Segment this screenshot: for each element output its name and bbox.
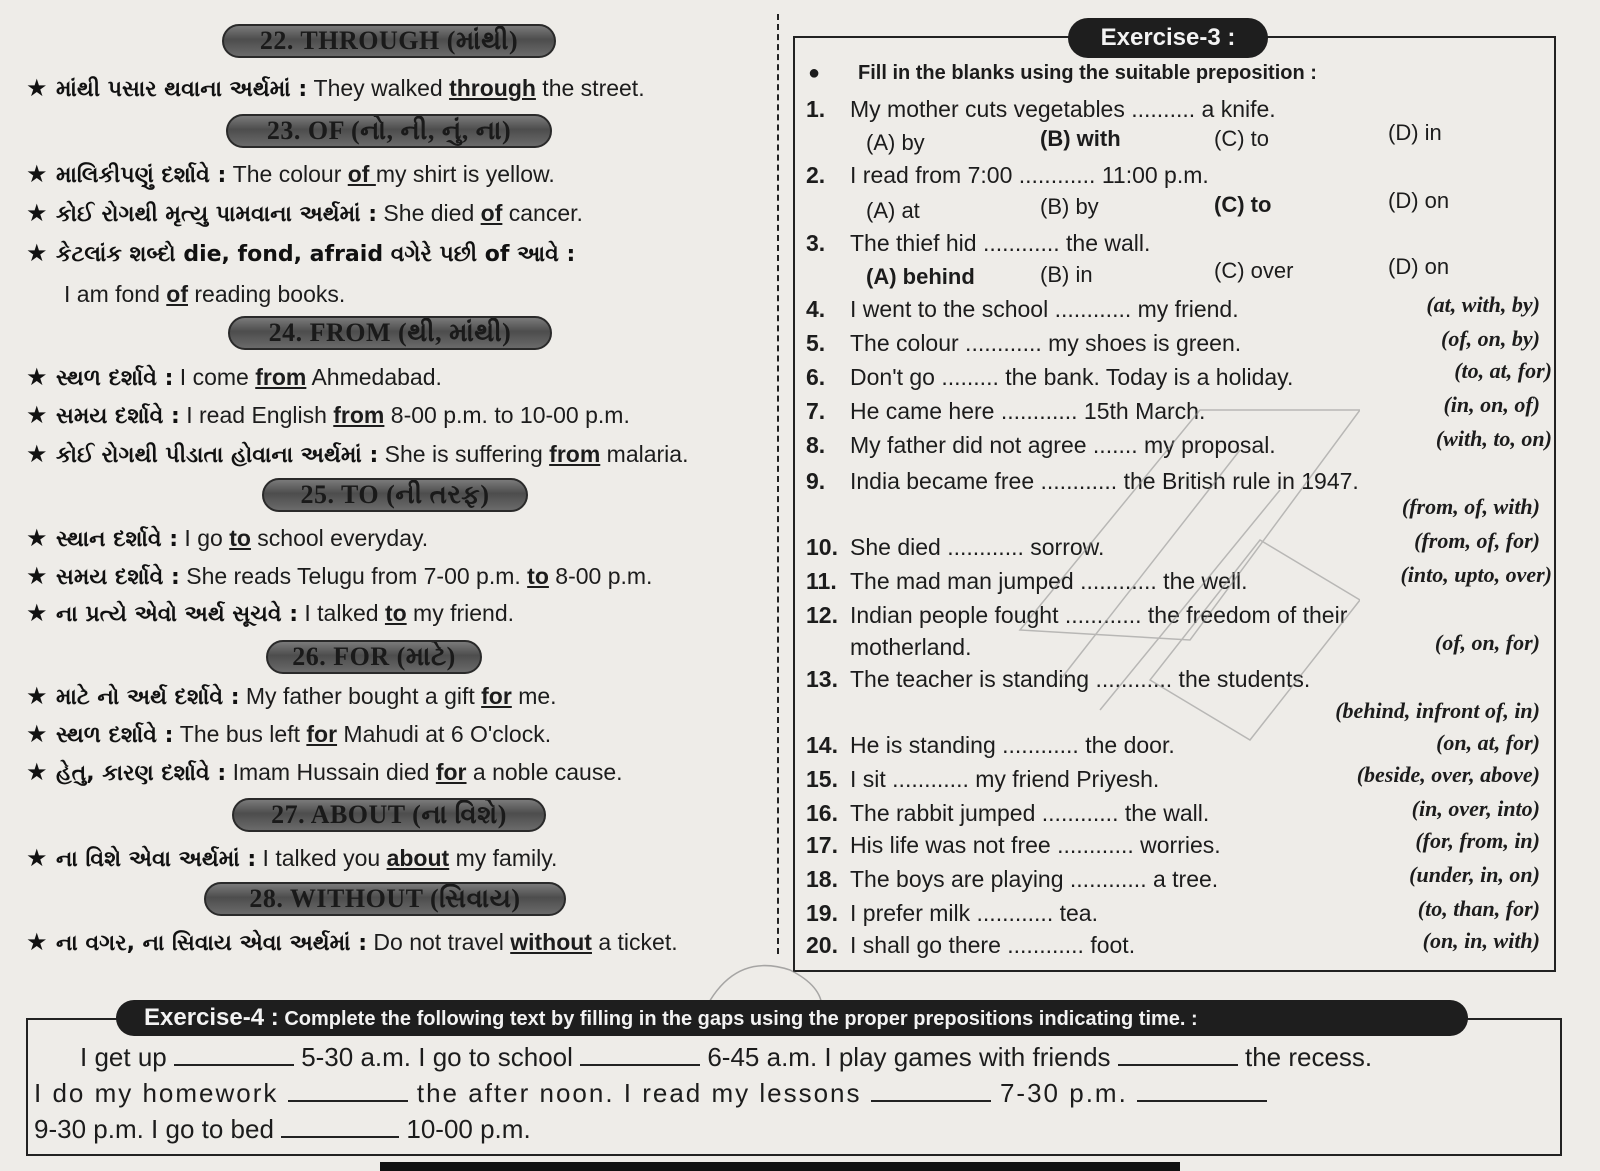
blank-1[interactable] [174,1040,294,1066]
note-row: ★ ના વિશે એવા અર્થમાં : I talked you about my family. [26,842,557,874]
blank-3[interactable] [1118,1040,1238,1066]
question-2: 2. I read from 7:00 ............ 11:00 p.m. [806,162,1209,188]
question-16-hint: (in, over, into) [1411,796,1540,821]
question-4-hint: (at, with, by) [1426,292,1540,317]
q1-option-b[interactable]: (B) with [1040,126,1121,151]
q3-option-b[interactable]: (B) in [1040,262,1093,287]
question-17: 17. His life was not free ............ worries. [806,832,1221,858]
heading-for: 26. FOR (માટે) [266,640,482,674]
preposition-notes [0,0,780,990]
q1-option-c[interactable]: (C) to [1214,126,1269,151]
question-18: 18. The boys are playing ............ a tree. [806,866,1219,892]
note-row: ★ માંથી પસાર થવાના અર્થમાં : They walked through the street. [26,72,645,104]
star-icon: ★ [26,441,48,468]
question-5-hint: (of, on, by) [1441,326,1540,351]
blank-6[interactable] [1137,1076,1267,1102]
star-icon: ★ [26,845,48,872]
question-12-hint: (of, on, for) [1434,630,1540,655]
page-bottom-edge [380,1162,1180,1171]
note-row: ★ ના પ્રત્યે એવો અર્થ સૂચવે : I talked to my friend. [26,597,514,629]
question-12: 12. Indian people fought ............ the freedom of their [806,602,1348,628]
note-row: ★ સમય દર્શાવે : She reads Telugu from 7-00 p.m. to 8-00 p.m. [26,560,652,592]
star-icon: ★ [26,75,48,102]
note-row-example: I am fond of reading books. [64,281,346,307]
blank-2[interactable] [580,1040,700,1066]
stamp-watermark [1000,380,1360,760]
note-row: ★ સ્થળ દર્શાવે : I come from Ahmedabad. [26,361,442,393]
q2-option-d[interactable]: (D) on [1388,188,1450,213]
q3-option-c[interactable]: (C) over [1214,258,1294,283]
star-icon: ★ [26,161,48,188]
note-row: ★ માટે નો અર્થ દર્શાવે : My father bought a gift for me. [26,680,557,712]
note-row: ★ કોઈ રોગથી મૃત્યુ પામવાના અર્થમાં : She died of cancer. [26,197,583,229]
q2-option-b[interactable]: (B) by [1040,194,1099,219]
q3-option-d[interactable]: (D) on [1388,254,1450,279]
exercise-3-title: Exercise-3 : [1068,18,1268,58]
question-17-hint: (for, from, in) [1415,828,1540,853]
note-row: ★ ના વગર, ના સિવાય એવા અર્થમાં : Do not travel without a ticket. [26,926,678,958]
heading-from: 24. FROM (થી, માંથી) [228,316,552,350]
question-10-hint: (from, of, for) [1414,528,1540,553]
star-icon: ★ [26,683,48,710]
bullet-icon: ● [808,62,821,84]
blank-4[interactable] [288,1076,408,1102]
exercise-4-line-2: I do my homework the after noon. I read my lessons 7-30 p.m. [34,1076,1267,1110]
question-15-hint: (beside, over, above) [1356,762,1540,787]
question-7: 7. He came here ............ 15th March. [806,398,1206,424]
q1-option-a[interactable]: (A) by [866,130,925,155]
question-11: 11. The mad man jumped ............ the well. [806,568,1248,594]
question-8: 8. My father did not agree ....... my proposal. [806,432,1276,458]
question-14-hint: (on, at, for) [1436,730,1540,755]
heading-of: 23. OF (નો, ની, નું, ના) [226,114,552,148]
heading-to: 25. TO (ની તરફ) [262,478,528,512]
note-row: ★ કોઈ રોગથી પીડાતા હોવાના અર્થમાં : She is suffering from malaria. [26,438,688,470]
note-row: ★ કેટલાંક શબ્દો die, fond, afraid વગેરે પછી of આવે : [26,237,575,269]
question-5: 5. The colour ............ my shoes is green. [806,330,1242,356]
star-icon: ★ [26,200,48,227]
star-icon: ★ [26,563,48,590]
star-icon: ★ [26,402,48,429]
question-6-hint: (to, at, for) [1454,358,1552,383]
note-row: ★ માલિકીપણું દર્શાવે : The colour of my shirt is yellow. [26,158,555,190]
question-19-hint: (to, than, for) [1417,896,1540,921]
question-18-hint: (under, in, on) [1409,862,1540,887]
question-11-hint: (into, upto, over) [1400,562,1552,587]
heading-through: 22. THROUGH (માંથી) [222,24,556,58]
question-9-hint: (from, of, with) [1401,494,1540,519]
question-4: 4. I went to the school ............ my friend. [806,296,1239,322]
question-7-hint: (in, on, of) [1443,392,1540,417]
question-3: 3. The thief hid ............ the wall. [806,230,1151,256]
question-19: 19. I prefer milk ............ tea. [806,900,1098,926]
heading-about: 27. ABOUT (ના વિશે) [232,798,546,832]
star-icon: ★ [26,525,48,552]
exercise-4-line-3: 9-30 p.m. I go to bed 10-00 p.m. [34,1114,531,1144]
note-row: ★ સ્થાન દર્શાવે : I go to school everyday. [26,522,428,554]
note-row: ★ સમય દર્શાવે : I read English from 8-00 p.m. to 10-00 p.m. [26,399,630,431]
note-row: ★ સ્થળ દર્શાવે : The bus left for Mahudi at 6 O'clock. [26,718,551,750]
exercise-4-header: Exercise-4 : Complete the following text by filling in the gaps using the proper prepositions indicating time. : [116,1000,1468,1036]
star-icon: ★ [26,759,48,786]
question-9: 9. India became free ............ the British rule in 1947. [806,468,1359,494]
question-13-hint: (behind, infront of, in) [1335,698,1540,723]
question-20: 20. I shall go there ............ foot. [806,932,1136,958]
q2-option-c[interactable]: (C) to [1214,192,1272,217]
exercise-3-instruction: ● Fill in the blanks using the suitable preposition : [808,58,1317,88]
exercise-4-line-1: I get up 5-30 a.m. I go to school 6-45 a.m. I play games with friends the recess. [80,1042,1373,1072]
star-icon: ★ [26,364,48,391]
blank-7[interactable] [281,1112,399,1138]
question-16: 16. The rabbit jumped ............ the wall. [806,800,1210,826]
question-1: 1. My mother cuts vegetables .......... a knife. [806,96,1276,122]
question-14: 14. He is standing ............ the door. [806,732,1175,758]
note-row: ★ હેતુ, કારણ દર્શાવે : Imam Hussain died for a noble cause. [26,756,623,788]
question-8-hint: (with, to, on) [1435,426,1552,451]
question-15: 15. I sit ............ my friend Priyesh. [806,766,1160,792]
question-10: 10. She died ............ sorrow. [806,534,1105,560]
q2-option-a[interactable]: (A) at [866,198,920,223]
blank-5[interactable] [871,1076,991,1102]
q3-option-a[interactable]: (A) behind [866,264,975,289]
question-6: 6. Don't go ......... the bank. Today is a holiday. [806,364,1294,390]
q1-option-d[interactable]: (D) in [1388,120,1442,145]
question-13: 13. The teacher is standing ............ the students. [806,666,1311,692]
question-12-continued: motherland. [850,634,972,660]
star-icon: ★ [26,929,48,956]
column-divider [777,14,779,954]
question-20-hint: (on, in, with) [1422,928,1540,953]
star-icon: ★ [26,721,48,748]
star-icon: ★ [26,240,48,267]
star-icon: ★ [26,600,48,627]
heading-without: 28. WITHOUT (સિવાય) [204,882,566,916]
